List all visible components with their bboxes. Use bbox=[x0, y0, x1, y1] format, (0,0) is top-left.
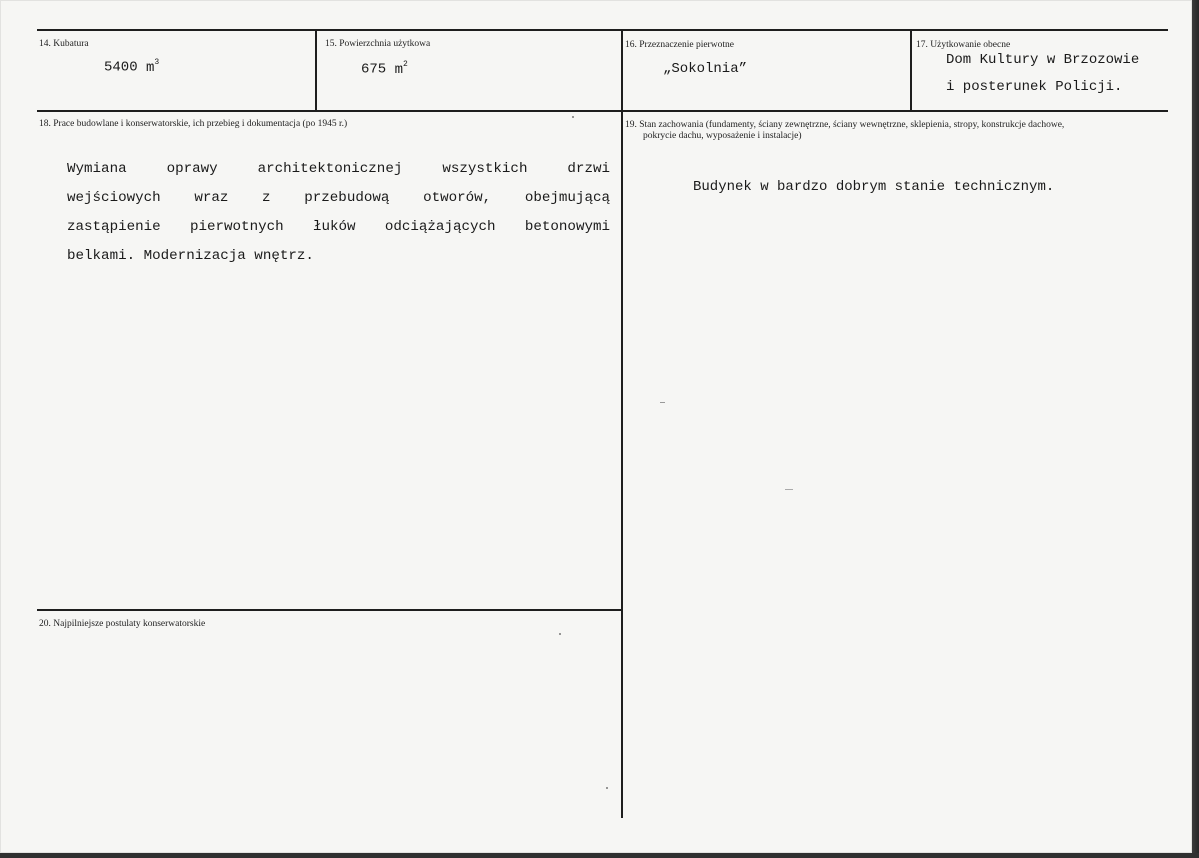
field-19-value: Budynek w bardzo dobrym stanie technicznym. bbox=[693, 179, 1055, 195]
rule-top bbox=[37, 29, 1168, 31]
field-20-label: 20. Najpilniejsze postulaty konserwatorskie bbox=[39, 619, 206, 629]
field-15-number: 675 bbox=[361, 61, 387, 78]
paper-speck bbox=[660, 402, 665, 403]
paper-speck bbox=[559, 633, 561, 635]
field-16-label: 16. Przeznaczenie pierwotne bbox=[625, 40, 734, 50]
field-18-line-1: Wymiana oprawy architektonicznej wszystkich drzwi bbox=[67, 161, 610, 177]
rule-v-15-16 bbox=[621, 29, 623, 818]
paper-speck bbox=[606, 787, 608, 789]
field-16-value: „Sokolnia” bbox=[663, 61, 748, 77]
card-edge-shadow-right bbox=[1192, 0, 1199, 858]
field-19-label-line-1: 19. Stan zachowania (fundamenty, ściany zewnętrzne, ściany wewnętrzne, sklepienia, stropy, konstrukcje dachowe, bbox=[625, 120, 1065, 130]
field-18-line-4: belkami. Modernizacja wnętrz. bbox=[67, 248, 314, 264]
rule-v-16-17 bbox=[910, 29, 912, 112]
field-18-line-2: wejściowych wraz z przebudową otworów, obejmującą bbox=[67, 190, 610, 206]
field-14-value bbox=[104, 59, 159, 76]
field-17-value-line-1: Dom Kultury w Brzozowie bbox=[946, 52, 1140, 68]
field-19-label-line-2: pokrycie dachu, wyposażenie i instalacje) bbox=[643, 131, 802, 141]
field-17-label: 17. Użytkowanie obecne bbox=[916, 40, 1011, 50]
field-14-number: 5400 bbox=[104, 59, 138, 76]
paper-speck bbox=[572, 116, 574, 118]
field-17-value-line-2: i posterunek Policji. bbox=[946, 79, 1123, 95]
paper-speck bbox=[785, 489, 793, 490]
field-18-line-3: zastąpienie pierwotnych łuków odciążających betonowymi bbox=[67, 219, 610, 235]
card-edge-shadow-bottom bbox=[0, 853, 1199, 858]
field-14-unit: $m^3$ bbox=[146, 58, 160, 76]
field-15-unit: $m^2$ bbox=[394, 60, 408, 78]
field-18-text bbox=[67, 155, 610, 271]
rule-field18-bottom bbox=[37, 609, 621, 611]
field-15-value bbox=[361, 61, 408, 78]
rule-v-14-15 bbox=[315, 29, 317, 112]
field-18-label: 18. Prace budowlane i konserwatorskie, ich przebieg i dokumentacja (po 1945 r.) bbox=[39, 119, 348, 129]
rule-row1-bottom bbox=[37, 110, 1168, 112]
field-14-label: 14. Kubatura bbox=[39, 39, 89, 49]
field-15-label: 15. Powierzchnia użytkowa bbox=[325, 39, 431, 49]
